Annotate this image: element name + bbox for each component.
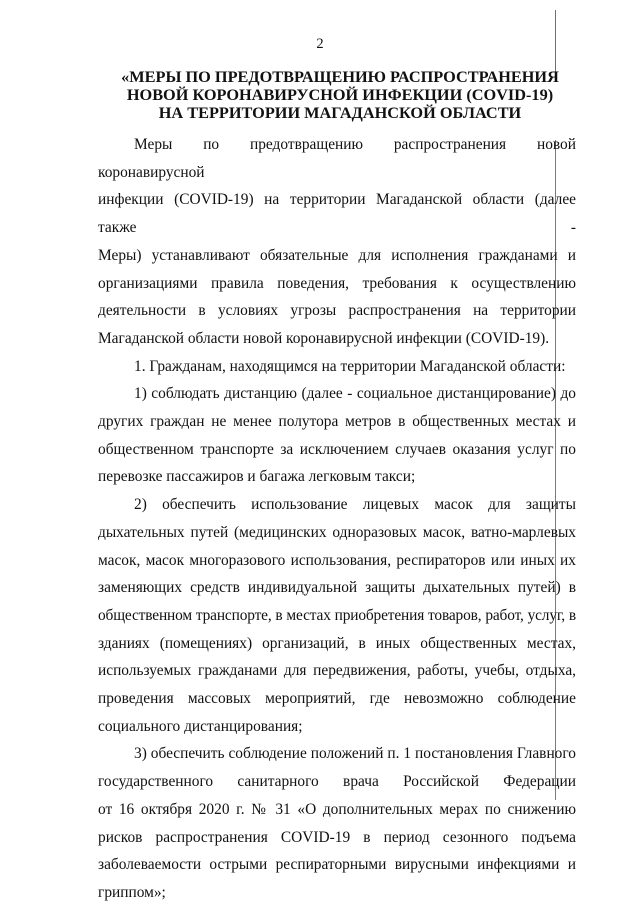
title-line: НА ТЕРРИТОРИИ МАГАДАНСКОЙ ОБЛАСТИ [158, 103, 522, 122]
body-line: государственного санитарного врача Российской Федерации [98, 773, 576, 791]
body-line: Магаданской области новой коронавирусной инфекции (COVID-19). [98, 329, 550, 347]
body-line: социального дистанцирования; [98, 717, 303, 735]
body-line: 2) обеспечить использование лицевых масок для защиты [134, 496, 576, 514]
page-number: 2 [316, 36, 324, 52]
body-line: инфекции (COVID-19) на территории Магаданской области (далее также - [98, 191, 576, 237]
body-line: организациями правила поведения, требования к осуществлению [98, 274, 576, 292]
body-line: перевозке пассажиров и багажа легковым такси; [98, 468, 416, 486]
body-line: зданиях (помещениях) организаций, в иных общественных местах, [98, 634, 576, 652]
body-line: рисков распространения COVID-19 в период сезонного подъема [98, 828, 576, 846]
document-body [98, 131, 576, 907]
body-line: заменяющих средств индивидуальной защиты дыхательных путей) в [98, 579, 576, 597]
body-line: деятельности в условиях угрозы распространения на территории [98, 302, 576, 320]
title-line: «МЕРЫ ПО ПРЕДОТВРАЩЕНИЮ РАСПРОСТРАНЕНИЯ [121, 67, 559, 86]
body-line: 1. Гражданам, находящимся на территории Магаданской области: [134, 357, 566, 375]
body-line: от 16 октября 2020 г. № 31 «О дополнительных мерах по снижению [98, 800, 576, 818]
body-line: проведения массовых мероприятий, где невозможно соблюдение [98, 690, 576, 708]
title-line: НОВОЙ КОРОНАВИРУСНОЙ ИНФЕКЦИИ (COVID-19) [126, 85, 554, 104]
body-line: дыхательных путей (медицинских одноразовых масок, ватно-марлевых [98, 523, 576, 541]
document-title [100, 68, 580, 122]
body-line: заболеваемости острыми респираторными вирусными инфекциями и [98, 856, 576, 874]
body-line: Меры по предотвращению распространения новой коронавирусной [98, 136, 576, 181]
body-line: гриппом»; [98, 883, 166, 901]
body-line: общественном транспорте, в местах приобретения товаров, работ, услуг, в [98, 606, 576, 624]
body-line: 1) соблюдать дистанцию (далее - социальное дистанцирование) до [134, 385, 576, 403]
body-line: 3) обеспечить соблюдение положений п. 1 постановления Главного [134, 745, 576, 763]
body-line: масок, масок многоразового использования, респираторов или иных их [98, 551, 576, 569]
body-line: используемых гражданами для передвижения, работы, учебы, отдыха, [98, 662, 576, 680]
body-line: других граждан не менее полутора метров в общественных местах и [98, 413, 576, 431]
body-line: Меры) устанавливают обязательные для исполнения гражданами и [98, 246, 576, 264]
body-line: общественном транспорте за исключением случаев оказания услуг по [98, 440, 576, 458]
